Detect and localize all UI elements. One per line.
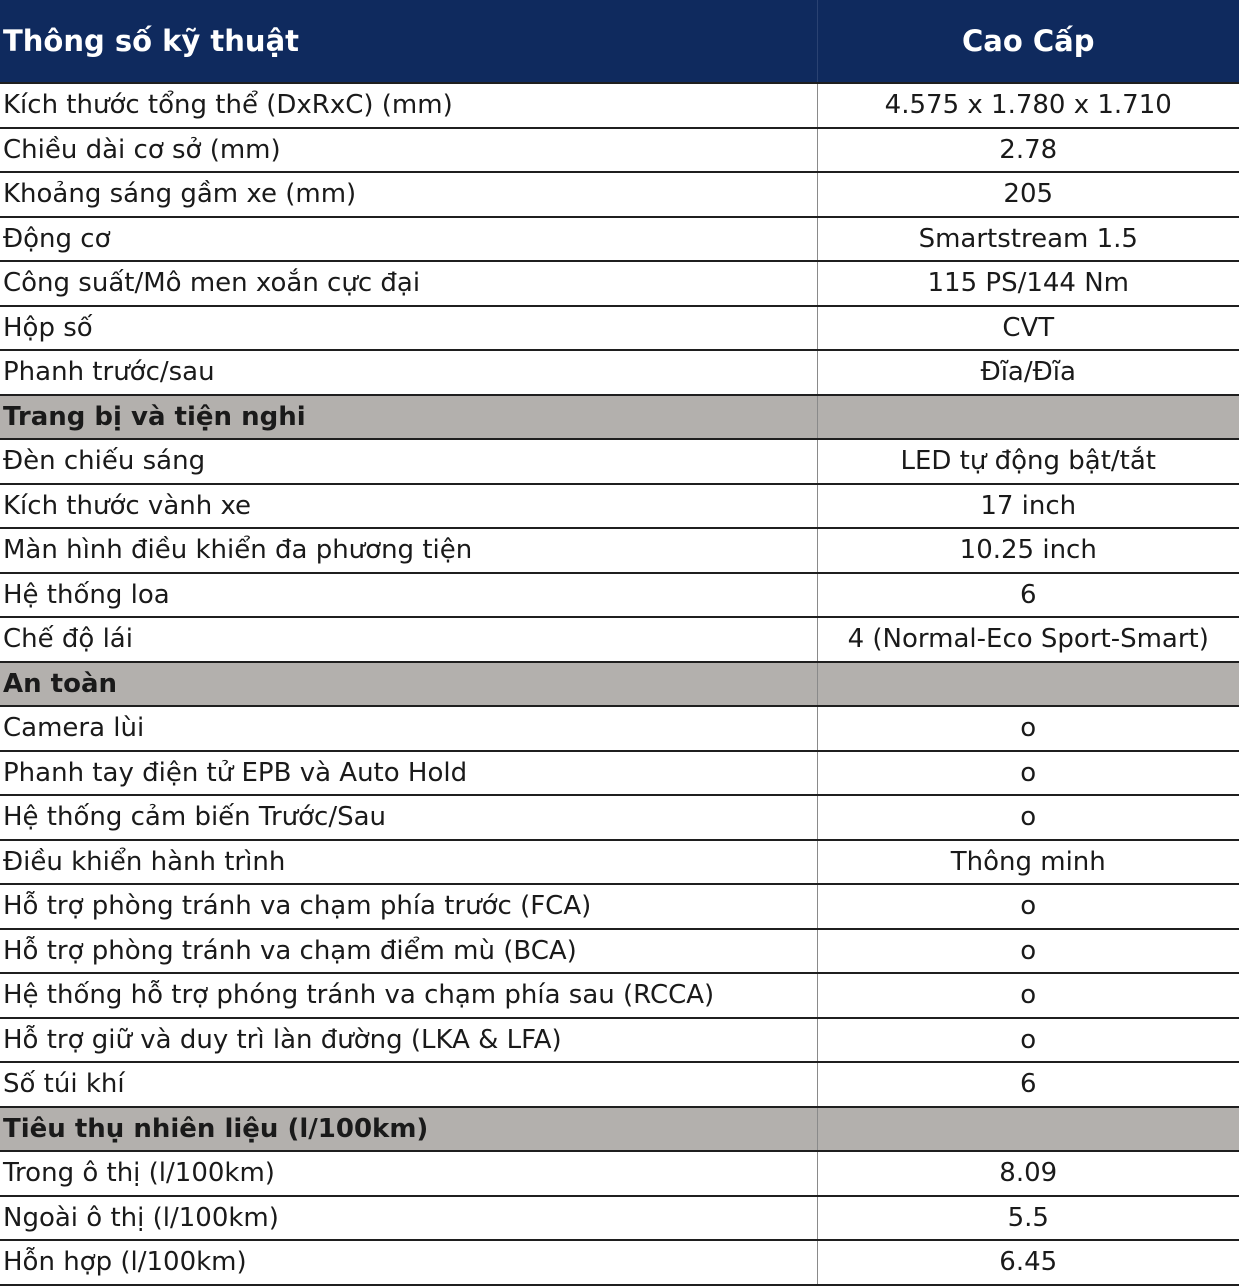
spec-label: Ngoài ô thị (l/100km) bbox=[0, 1196, 817, 1241]
table-row bbox=[0, 1240, 1239, 1285]
spec-value: 17 inch bbox=[817, 484, 1239, 529]
spec-value: o bbox=[817, 795, 1239, 840]
table-row bbox=[0, 1151, 1239, 1196]
spec-value: 205 bbox=[817, 172, 1239, 217]
spec-value: CVT bbox=[817, 306, 1239, 351]
table-row bbox=[0, 617, 1239, 662]
spec-value: 115 PS/144 Nm bbox=[817, 261, 1239, 306]
section-title: Trang bị và tiện nghi bbox=[0, 395, 817, 440]
spec-label: Hỗ trợ phòng tránh va chạm điểm mù (BCA) bbox=[0, 929, 817, 974]
section-header-row bbox=[0, 1107, 1239, 1152]
table-row bbox=[0, 128, 1239, 173]
spec-value: Smartstream 1.5 bbox=[817, 217, 1239, 262]
spec-label: Hệ thống cảm biến Trước/Sau bbox=[0, 795, 817, 840]
spec-label: Phanh tay điện tử EPB và Auto Hold bbox=[0, 751, 817, 796]
spec-value: o bbox=[817, 751, 1239, 796]
table-row bbox=[0, 528, 1239, 573]
spec-label: Trong ô thị (l/100km) bbox=[0, 1151, 817, 1196]
spec-label: Chiều dài cơ sở (mm) bbox=[0, 128, 817, 173]
table-row bbox=[0, 795, 1239, 840]
table-row bbox=[0, 840, 1239, 885]
table-row bbox=[0, 350, 1239, 395]
spec-label: Số túi khí bbox=[0, 1062, 817, 1107]
table-row bbox=[0, 439, 1239, 484]
spec-value: Thông minh bbox=[817, 840, 1239, 885]
spec-value: Đĩa/Đĩa bbox=[817, 350, 1239, 395]
spec-label: Chế độ lái bbox=[0, 617, 817, 662]
section-value-empty bbox=[817, 662, 1239, 707]
spec-label: Màn hình điều khiển đa phương tiện bbox=[0, 528, 817, 573]
table-row bbox=[0, 706, 1239, 751]
spec-value: 10.25 inch bbox=[817, 528, 1239, 573]
spec-label: Động cơ bbox=[0, 217, 817, 262]
header-value-cell: Cao Cấp bbox=[817, 0, 1239, 83]
section-header-row bbox=[0, 662, 1239, 707]
table-row bbox=[0, 573, 1239, 618]
spec-value: 2.78 bbox=[817, 128, 1239, 173]
section-title: An toàn bbox=[0, 662, 817, 707]
spec-label: Hỗn hợp (l/100km) bbox=[0, 1240, 817, 1285]
spec-value: LED tự động bật/tắt bbox=[817, 439, 1239, 484]
spec-label: Hộp số bbox=[0, 306, 817, 351]
spec-value: o bbox=[817, 973, 1239, 1018]
table-row bbox=[0, 884, 1239, 929]
section-title: Tiêu thụ nhiên liệu (l/100km) bbox=[0, 1107, 817, 1152]
table-row bbox=[0, 83, 1239, 128]
spec-value: o bbox=[817, 884, 1239, 929]
spec-label: Hệ thống hỗ trợ phóng tránh va chạm phía sau (RCCA) bbox=[0, 973, 817, 1018]
table-row bbox=[0, 929, 1239, 974]
table-row bbox=[0, 172, 1239, 217]
table-row bbox=[0, 306, 1239, 351]
spec-label: Phanh trước/sau bbox=[0, 350, 817, 395]
spec-value: 6.45 bbox=[817, 1240, 1239, 1285]
table-row bbox=[0, 261, 1239, 306]
spec-value: 4 (Normal-Eco Sport-Smart) bbox=[817, 617, 1239, 662]
spec-value: 6 bbox=[817, 573, 1239, 618]
spec-value: 8.09 bbox=[817, 1151, 1239, 1196]
spec-value: 4.575 x 1.780 x 1.710 bbox=[817, 83, 1239, 128]
section-value-empty bbox=[817, 1107, 1239, 1152]
header-label-cell: Thông số kỹ thuật bbox=[0, 0, 817, 83]
section-value-empty bbox=[817, 395, 1239, 440]
table-row bbox=[0, 217, 1239, 262]
spec-label: Kích thước vành xe bbox=[0, 484, 817, 529]
table-body bbox=[0, 83, 1239, 1285]
spec-value: 6 bbox=[817, 1062, 1239, 1107]
spec-value: o bbox=[817, 706, 1239, 751]
table-row bbox=[0, 973, 1239, 1018]
table-header-row bbox=[0, 0, 1239, 83]
table-row bbox=[0, 751, 1239, 796]
spec-label: Camera lùi bbox=[0, 706, 817, 751]
spec-label: Khoảng sáng gầm xe (mm) bbox=[0, 172, 817, 217]
spec-value: o bbox=[817, 929, 1239, 974]
table-row bbox=[0, 1062, 1239, 1107]
table-row bbox=[0, 1196, 1239, 1241]
spec-label: Công suất/Mô men xoắn cực đại bbox=[0, 261, 817, 306]
spec-label: Hỗ trợ giữ và duy trì làn đường (LKA & LFA) bbox=[0, 1018, 817, 1063]
spec-label: Kích thước tổng thể (DxRxC) (mm) bbox=[0, 83, 817, 128]
spec-label: Hệ thống loa bbox=[0, 573, 817, 618]
spec-label: Hỗ trợ phòng tránh va chạm phía trước (FCA) bbox=[0, 884, 817, 929]
section-header-row bbox=[0, 395, 1239, 440]
table-row bbox=[0, 1018, 1239, 1063]
spec-value: o bbox=[817, 1018, 1239, 1063]
spec-label: Đèn chiếu sáng bbox=[0, 439, 817, 484]
spec-value: 5.5 bbox=[817, 1196, 1239, 1241]
table-row bbox=[0, 484, 1239, 529]
spec-label: Điều khiển hành trình bbox=[0, 840, 817, 885]
